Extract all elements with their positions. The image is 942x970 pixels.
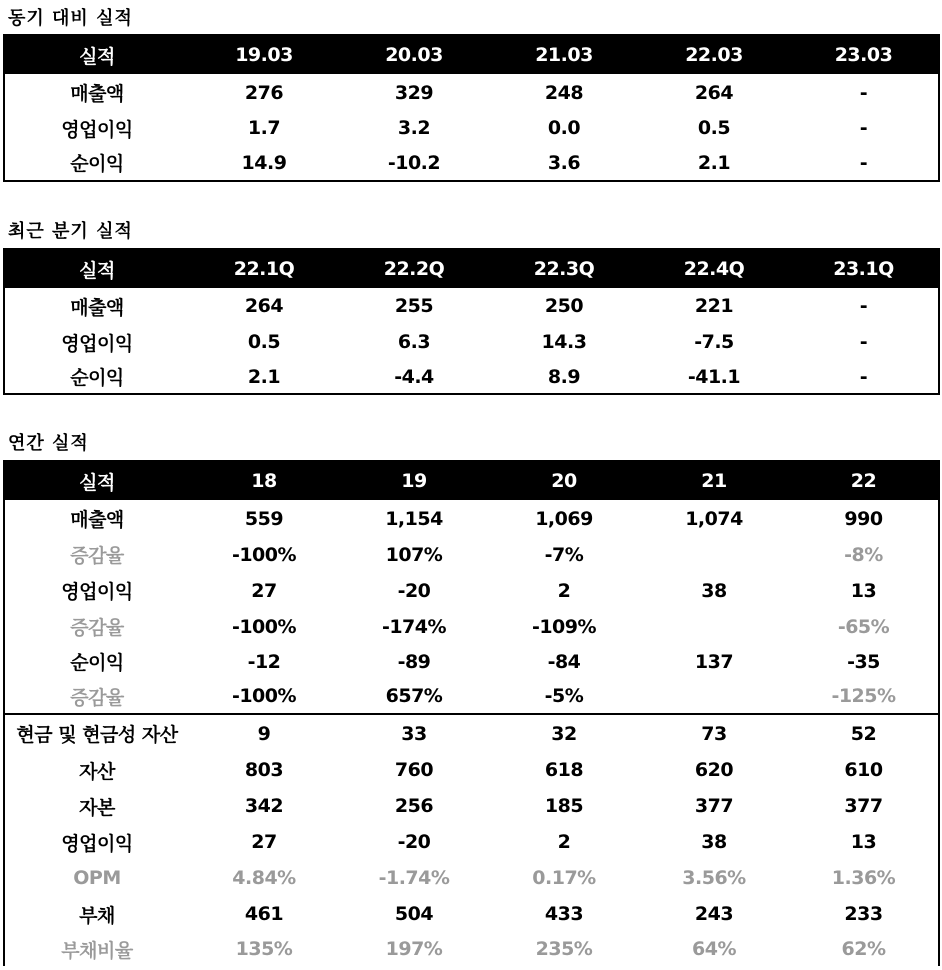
- header-cell: 22.2Q: [339, 249, 489, 288]
- row-label: 순이익: [70, 652, 124, 674]
- header-cell: 실적: [4, 249, 189, 288]
- table-cell: 2.1: [697, 151, 731, 174]
- header-cell: 22.3Q: [489, 249, 639, 288]
- table-row: [4, 500, 939, 537]
- table-row: [4, 752, 939, 788]
- row-label: 영업이익: [61, 118, 133, 141]
- table-cell: 433: [544, 903, 584, 925]
- quarterly-table: [3, 248, 940, 395]
- table-cell: 620: [694, 759, 734, 781]
- table-cell: -100%: [231, 685, 297, 707]
- table-cell: 8.9: [547, 365, 581, 388]
- table-cell: 197%: [385, 938, 443, 960]
- table-row: [4, 788, 939, 824]
- table-cell: -41.1: [687, 365, 741, 388]
- table-cell: 27: [251, 831, 277, 853]
- table-cell: 135%: [235, 938, 293, 960]
- table-cell: 250: [544, 295, 584, 317]
- header-cell: 20: [489, 461, 639, 500]
- table-cell: 73: [639, 714, 789, 752]
- header-cell: 22.4Q: [639, 249, 789, 288]
- table-cell: 1.36%: [831, 867, 896, 889]
- header-cell: 실적: [4, 461, 189, 500]
- table-cell: 803: [244, 759, 284, 781]
- row-label: 부채: [79, 904, 115, 927]
- table-cell: 264: [694, 81, 734, 104]
- table-cell: 14.9: [241, 151, 287, 174]
- table-header-row: [4, 249, 939, 288]
- table-cell: 13: [850, 579, 877, 602]
- table-cell: 14.3: [541, 331, 587, 353]
- table-cell: -10.2: [387, 151, 441, 174]
- table-cell: 33: [339, 714, 489, 752]
- table-row: [4, 609, 939, 644]
- row-label: 증감율: [70, 686, 124, 709]
- table-cell: 1.7: [247, 117, 281, 139]
- row-label: 영업이익: [61, 332, 133, 355]
- table-cell: [639, 537, 789, 572]
- table-cell: 342: [244, 795, 284, 817]
- table-header-row: [4, 35, 939, 74]
- table-row: [4, 824, 939, 860]
- table-cell: 329: [394, 81, 434, 104]
- header-cell: 20.03: [339, 35, 489, 74]
- header-cell: 21.03: [489, 35, 639, 74]
- row-label: 순이익: [70, 153, 124, 175]
- table-cell: 2.1: [247, 365, 281, 388]
- table-cell: 657%: [385, 685, 443, 707]
- table-cell: [639, 609, 789, 644]
- table-row: [4, 714, 939, 752]
- table-cell: 0.17%: [532, 867, 596, 889]
- table-cell: [639, 679, 789, 714]
- table-cell: -20: [397, 579, 431, 602]
- header-cell: 18: [189, 461, 339, 500]
- table-cell: 243: [694, 903, 734, 925]
- table-cell: 990: [844, 507, 883, 530]
- table-cell: 137: [694, 650, 734, 673]
- table-cell: 2: [557, 831, 571, 853]
- table-row: [4, 537, 939, 572]
- table-cell: 377: [694, 795, 734, 817]
- table-cell: 27: [251, 579, 277, 602]
- table-cell: -: [859, 151, 868, 174]
- table-header-row: [4, 461, 939, 500]
- table-cell: 3.6: [547, 151, 581, 174]
- header-cell: 실적: [4, 35, 189, 74]
- table-cell: 2: [557, 579, 571, 602]
- table-cell: -84: [547, 650, 581, 673]
- table-cell: 276: [244, 81, 284, 104]
- table-cell: -8%: [844, 543, 883, 566]
- table-cell: 13: [850, 831, 877, 853]
- table-row: [4, 572, 939, 609]
- table-cell: -5%: [544, 685, 584, 707]
- table-row: [4, 324, 939, 360]
- table-cell: -: [859, 331, 868, 353]
- table-cell: -1.74%: [378, 867, 450, 889]
- table-cell: 0.5: [247, 331, 281, 353]
- table-row: [4, 360, 939, 394]
- table-row: [4, 896, 939, 932]
- row-label: 증감율: [70, 545, 124, 567]
- table-cell: 235%: [535, 938, 593, 960]
- row-label: 부채비율: [61, 939, 133, 962]
- header-cell: 19: [339, 461, 489, 500]
- section-title-yoy: 동기 대비 실적: [8, 8, 133, 29]
- table-cell: -: [859, 295, 868, 317]
- annual-table: [3, 460, 940, 966]
- table-cell: 38: [701, 579, 727, 602]
- table-row: [4, 860, 939, 896]
- table-row: [4, 145, 939, 181]
- table-row: [4, 74, 939, 111]
- table-cell: 255: [394, 295, 434, 317]
- header-cell: 22: [789, 461, 939, 500]
- table-cell: 1,074: [685, 507, 743, 530]
- table-row: [4, 111, 939, 145]
- table-cell: 4.84%: [232, 867, 296, 889]
- table-cell: 264: [244, 295, 284, 317]
- table-cell: 618: [544, 759, 584, 781]
- table-cell: 221: [694, 295, 734, 317]
- table-cell: 38: [701, 831, 727, 853]
- header-cell: 19.03: [189, 35, 339, 74]
- table-cell: -100%: [231, 543, 297, 566]
- row-label: 영업이익: [61, 832, 133, 855]
- table-cell: -: [859, 117, 868, 139]
- header-cell: 22.1Q: [189, 249, 339, 288]
- row-label: 영업이익: [61, 581, 133, 603]
- header-cell: 23.1Q: [789, 249, 939, 288]
- row-label: 자산: [79, 760, 115, 783]
- header-cell: 22.03: [639, 35, 789, 74]
- table-cell: 504: [394, 903, 434, 925]
- table-cell: -20: [397, 831, 431, 853]
- row-label: 순이익: [70, 367, 124, 389]
- table-cell: 1,154: [385, 507, 443, 530]
- table-cell: 107%: [385, 543, 443, 566]
- table-cell: 64%: [692, 938, 736, 960]
- section-title-annual: 연간 실적: [8, 433, 89, 454]
- table-row: [4, 679, 939, 714]
- header-cell: 21: [639, 461, 789, 500]
- table-cell: -65%: [837, 615, 890, 638]
- table-cell: 610: [844, 759, 883, 781]
- section-title-quarterly: 최근 분기 실적: [8, 221, 133, 242]
- table-row: [4, 644, 939, 679]
- table-cell: 559: [244, 507, 284, 530]
- table-cell: -109%: [531, 615, 597, 638]
- table-cell: 3.2: [397, 117, 431, 139]
- table-cell: 760: [394, 759, 434, 781]
- table-cell: -12: [247, 650, 281, 673]
- table-cell: -: [859, 81, 868, 104]
- table-cell: 0.5: [697, 117, 731, 139]
- table-cell: 1,069: [535, 507, 593, 530]
- table-cell: 52: [789, 714, 939, 752]
- table-row: [4, 932, 939, 966]
- table-cell: 6.3: [397, 331, 431, 353]
- row-label: OPM: [73, 867, 121, 889]
- table-cell: 32: [489, 714, 639, 752]
- table-cell: -4.4: [394, 365, 434, 388]
- header-cell: 23.03: [789, 35, 939, 74]
- table-cell: 3.56%: [682, 867, 746, 889]
- row-label: 매출액: [70, 509, 124, 531]
- table-cell: 461: [244, 903, 284, 925]
- yoy-table: [3, 34, 940, 182]
- row-label: 자본: [79, 796, 115, 819]
- table-cell: -: [859, 365, 868, 388]
- table-cell: 62%: [841, 938, 886, 960]
- table-cell: 0.0: [547, 117, 581, 139]
- table-cell: 233: [844, 903, 883, 925]
- table-cell: -89: [397, 650, 431, 673]
- table-cell: -35: [847, 650, 880, 673]
- table-cell: -174%: [381, 615, 447, 638]
- row-label: 증감율: [70, 617, 124, 639]
- table-row: [4, 288, 939, 324]
- row-label: 매출액: [70, 296, 124, 319]
- table-cell: 185: [544, 795, 584, 817]
- row-label: 현금 및 현금성 자산: [4, 714, 189, 752]
- table-cell: -7.5: [694, 331, 734, 353]
- table-cell: -125%: [831, 685, 896, 707]
- table-cell: 248: [544, 81, 584, 104]
- table-cell: -7%: [544, 543, 584, 566]
- table-cell: -100%: [231, 615, 297, 638]
- table-cell: 9: [189, 714, 339, 752]
- table-cell: 256: [394, 795, 434, 817]
- table-cell: 377: [844, 795, 883, 817]
- row-label: 매출액: [70, 83, 124, 105]
